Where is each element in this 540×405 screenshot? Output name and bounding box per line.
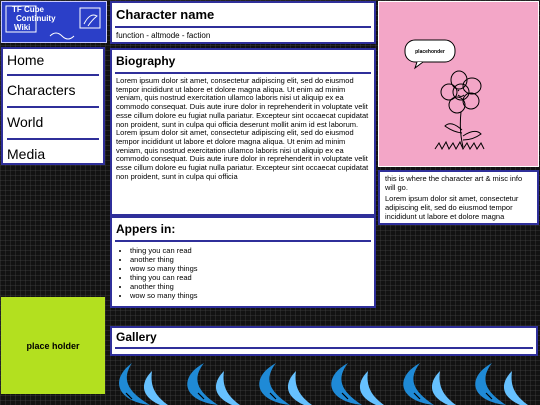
list-item: • another thing bbox=[130, 282, 374, 291]
appears-in-title: Appers in: bbox=[116, 222, 176, 236]
gallery-panel bbox=[110, 326, 538, 356]
list-item: • thing you can read bbox=[130, 273, 374, 282]
flower-doodle-icon bbox=[379, 2, 538, 166]
character-header bbox=[110, 1, 376, 44]
character-name: Character name bbox=[116, 7, 215, 22]
gallery-title: Gallery bbox=[116, 330, 157, 344]
character-subtitle: function - altmode - faction bbox=[116, 31, 211, 40]
biography-text: Lorem ipsum dolor sit amet, consectetur adipiscing elit, sed do eiusmod tempor incididunt ut labore et dolore magna aliqua. Ut enim ad minim veniam, quis nostrud exercitation ullamco laboris nisi ut aliquip ex ea commodo consequat. Duis aute irure dolor in reprehenderit in voluptate velit esse cillum dolore eu fugiat nulla pariatur. Excepteur sint occaecat cupidatat non proident, sunt in culpa qui officia deserunt mollit anim id est laborum. Lorem ipsum dolor sit amet, consectetur adipiscing elit, sed do eiusmod tempor incididunt ut labore et dolore magna aliqua. Ut enim ad minim veniam, quis nostrud exercitation ullamco laboris nisi ut aliquip ex ea commodo consequat. Duis aute irure dolor in reprehenderit in voluptate velit esse cillum dolore eu fugiat nulla pariatur. Excepteur sint occaecat cupidatat non proident, sunt in culpa qui officia bbox=[116, 76, 369, 181]
nav-item-world[interactable]: World bbox=[7, 114, 44, 130]
divider bbox=[115, 72, 371, 74]
character-info-panel bbox=[378, 170, 539, 225]
nav-item-characters[interactable]: Characters bbox=[7, 82, 76, 98]
logo-line-1: TF Cube bbox=[12, 5, 44, 14]
info-lorem: Lorem ipsum dolor sit amet, consectetur adipiscing elit, sed do eiusmod tempor incididunt ut labore et dolore magna bbox=[385, 194, 519, 221]
bubble-text: placehonder bbox=[415, 49, 445, 55]
placeholder-label: place holder bbox=[26, 340, 80, 351]
list-item: • wow so many things bbox=[130, 291, 374, 300]
divider bbox=[115, 347, 533, 349]
list-item: • wow so many things bbox=[130, 264, 374, 273]
nav-item-home[interactable]: Home bbox=[7, 52, 45, 68]
logo-line-2: Continuity bbox=[16, 14, 56, 23]
list-item: • another thing bbox=[130, 255, 374, 264]
appears-in-panel bbox=[110, 216, 376, 308]
list-item: • thing you can read bbox=[130, 246, 374, 255]
biography-panel[interactable] bbox=[110, 48, 376, 216]
wiki-logo[interactable] bbox=[1, 1, 107, 43]
divider bbox=[115, 26, 371, 28]
sidebar-nav bbox=[1, 47, 105, 165]
biography-title: Biography bbox=[116, 54, 176, 68]
wave-decoration-icon bbox=[0, 355, 540, 405]
nav-item-media[interactable]: Media bbox=[7, 146, 46, 162]
appears-in-list bbox=[112, 246, 374, 300]
character-art bbox=[378, 1, 539, 167]
info-text: this is where the character art & misc info will go. bbox=[385, 174, 523, 192]
divider bbox=[115, 240, 371, 242]
logo-line-3: Wiki bbox=[14, 23, 31, 32]
